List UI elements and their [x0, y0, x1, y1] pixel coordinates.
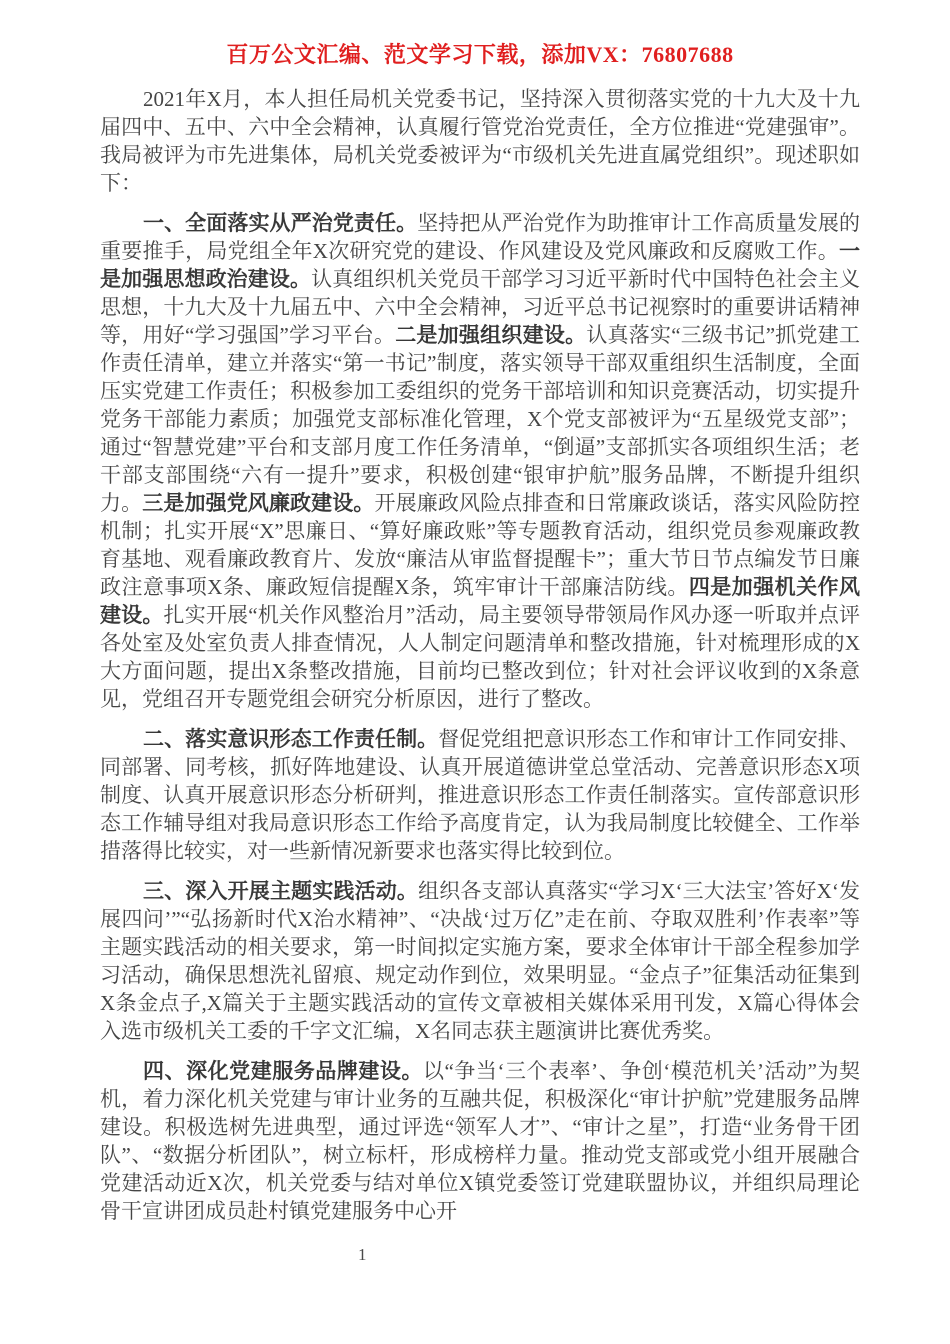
paragraph-text: 开展廉政风险点排查和日常廉政谈话，落实风险防控机制；扎实开展“X”思廉日、“算好廉政账”等专题教育活动，组织党员参观廉政教育基地、观看廉政教育片、发放“廉洁从审监督提醒卡”；重大节日节点编发节日廉政注意事项X条、廉政短信提醒X条，筑牢审计干部廉洁防线。: [100, 491, 860, 599]
paragraph-text: 组织各支部认真落实“学习X‘三大法宝’答好X‘发展四问’”“弘扬新时代X治水精神”、“决战‘过万亿”走在前、夺取双胜利’作表率”等主题实践活动的相关要求，第一时间拟定实施方案，要求全体审计干部全程参加学习活动，确保思想洗礼留痕、规定动作到位，效果明显。“金点子”征集活动征集到X条金点子,X篇关于主题实践活动的宣传文章被相关媒体采用刊发，X篇心得体会入选市级机关工委的千字文汇编，X名同志获主题演讲比赛优秀奖。: [100, 879, 860, 1043]
paragraph-text: 督促党组把意识形态工作和审计工作同安排、同部署、同考核，抓好阵地建设、认真开展道德讲堂总堂活动、完善意识形态X项制度、认真开展意识形态分析研判，推进意识形态工作责任制落实。宣传部意识形态工作辅导组对我局意识形态工作给予高度肯定，认为我局制度比较健全、工作举措落得比较实，对一些新情况新要求也落实得比较到位。: [100, 727, 860, 863]
paragraph-text: 扎实开展“机关作风整治月”活动，局主要领导带领局作风办逐一听取并点评各处室及处室负责人排查情况，人人制定问题清单和整改措施，针对梳理形成的X大方面问题，提出X条整改措施，目前均已整改到位；针对社会评议收到的X条意见，党组召开专题党组会研究分析原因，进行了整改。: [100, 603, 860, 711]
paragraph-section-3: [100, 877, 860, 1045]
paragraph-text: 2021年X月，本人担任局机关党委书记，坚持深入贯彻落实党的十九大及十九届四中、五中、六中全会精神，认真履行管党治党责任，全方位推进“党建强审”。我局被评为市先进集体，局机关党委被评为“市级机关先进直属党组织”。现述职如下：: [100, 87, 860, 195]
paragraph-text: 以“争当‘三个表率’、争创‘模范机关’活动”为契机，着力深化机关党建与审计业务的互融共促，积极深化“审计护航”党建服务品牌建设。积极选树先进典型，通过评选“领军人才”、“审计之星”，打造“业务骨干团队”、“数据分析团队”，树立标杆，形成榜样力量。推动党支部或党小组开展融合党建活动近X次，机关党委与结对单位X镇党委签订党建联盟协议，并组织局理论骨干宣讲团成员赴村镇党建服务中心开: [100, 1059, 860, 1223]
paragraph-text: 认真组织机关党员干部学习习近平新时代中国特色社会主义思想，十九大及十九届五中、六中全会精神，习近平总书记视察时的重要讲话精神等，用好“学习强国”学习平台。: [100, 267, 860, 347]
paragraph-text: 坚持把从严治党作为助推审计工作高质量发展的重要推手，局党组全年X次研究党的建设、作风建设及党风廉政和反腐败工作。: [100, 211, 860, 263]
paragraph-section-4: [100, 1057, 860, 1225]
paragraph-text: 认真落实“三级书记”抓党建工作责任清单，建立并落实“第一书记”制度，落实领导干部双重组织生活制度，全面压实党建工作责任；积极参加工委组织的党务干部培训和知识竞赛活动，切实提升党务干部能力素质；加强党支部标准化管理，X个党支部被评为“五星级党支部”；通过“智慧党建”平台和支部月度工作任务清单，“倒逼”支部抓实各项组织生活；老干部支部围绕“六有一提升”要求，积极创建“银审护航”服务品牌，不断提升组织力。: [100, 323, 860, 515]
section-4-heading: 四、深化党建服务品牌建设。: [143, 1059, 423, 1083]
subsection-1-3-heading: 三是加强党风廉政建设。: [142, 491, 375, 515]
subsection-1-2-heading: 二是加强组织建设。: [395, 323, 587, 347]
subsection-1-1-heading: 一是加强思想政治建设。: [100, 239, 860, 291]
red-header-notice: 百万公文汇编、范文学习下载，添加VX：76807688: [226, 42, 734, 67]
paragraph-section-2: [100, 725, 860, 865]
section-2-heading: 二、落实意识形态工作责任制。: [143, 727, 439, 751]
section-3-heading: 三、深入开展主题实践活动。: [143, 879, 419, 903]
document-body: [100, 40, 860, 1230]
section-1-heading: 一、全面落实从严治党责任。: [143, 211, 418, 235]
paragraph-intro: [100, 85, 860, 197]
page-number: 1: [358, 1245, 367, 1264]
paragraph-section-1: [100, 209, 860, 713]
subsection-1-4-heading: 四是加强机关作风建设。: [100, 575, 860, 627]
